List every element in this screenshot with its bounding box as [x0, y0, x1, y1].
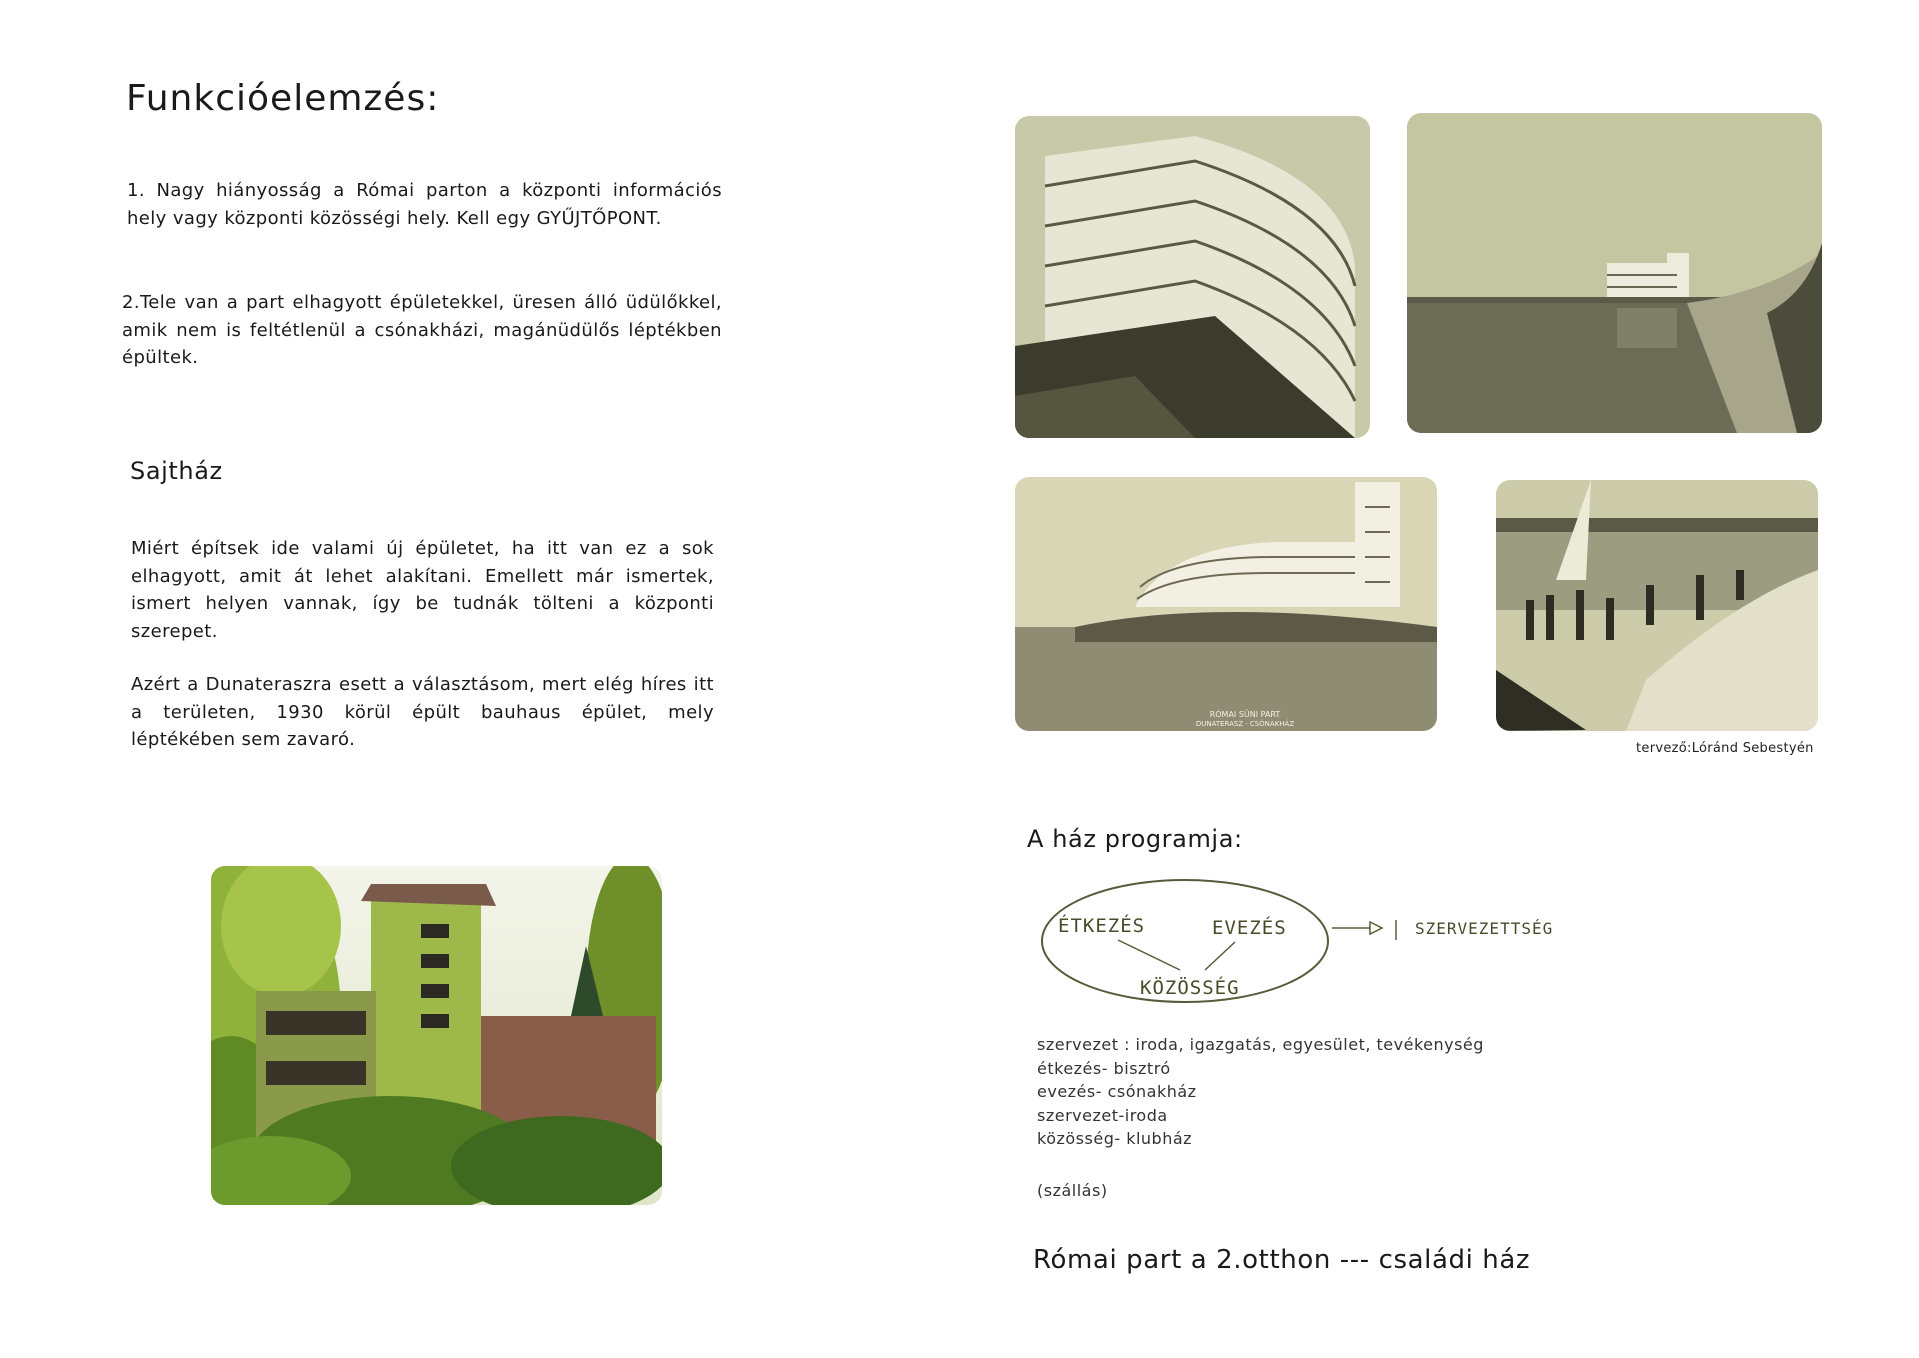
program-sketch-diagram: [1040, 862, 1600, 1012]
riverside-view-photo: [1407, 113, 1822, 433]
list-item: közösség- klubház: [1037, 1129, 1193, 1148]
footer-statement: Római part a 2.otthon --- családi ház: [1033, 1245, 1531, 1275]
paragraph-1: 1. Nagy hiányosság a Római parton a központi információs hely vagy központi közösségi hely. Kell egy GYŰJTŐPONT.: [127, 180, 722, 229]
list-item: szervezet-iroda: [1037, 1105, 1168, 1125]
postcard-photo: [1015, 477, 1437, 731]
sketch-word-etkezes: ÉTKEZÉS: [1058, 915, 1146, 937]
sketch-word-szervezettseg: SZERVEZETTSÉG: [1415, 919, 1554, 938]
sketch-link-left: [1118, 940, 1180, 970]
sketch-arrow-head: [1370, 922, 1382, 934]
beach-sailboat-photo: [1496, 480, 1818, 731]
paragraph-2: 2.Tele van a part elhagyott épületekkel, üresen álló üdülőkkel, amik nem is feltétlenül a csónakházi, magánüdülős léptékben épültek.: [122, 292, 722, 368]
photo-credit-caption: tervező:Lóránd Sebestyén: [1636, 741, 1814, 756]
dunaterasz-building-photo: [1015, 116, 1370, 438]
paragraph-3: Miért építsek ide valami új épületet, ha itt van ez a sok elhagyott, amit át lehet alakítani. Emellett már ismertek, ismert helyen vannak, így be tudnák tölteni a központi szerepet.: [131, 538, 714, 642]
postcard-label-line1: RÓMAI SÜNI PART: [1209, 710, 1281, 719]
list-item: étkezés- bisztró: [1037, 1058, 1171, 1078]
list-item: evezés- csónakház: [1037, 1082, 1197, 1101]
program-list: [1037, 1033, 1484, 1151]
program-title: A ház programja:: [1027, 825, 1243, 853]
paragraph-4: Azért a Dunateraszra esett a választásom, mert elég híres itt a területen, 1930 körül épült bauhaus épület, mely léptékében sem zavaró.: [131, 674, 714, 750]
sketch-word-evezes: EVEZÉS: [1212, 917, 1287, 939]
postcard-label-line2: DUNATERASZ · CSÓNAKHÁZ: [1195, 720, 1295, 728]
sketch-word-kozosseg: KÖZÖSSÉG: [1140, 977, 1240, 999]
section-subtitle: Sajtház: [130, 457, 223, 485]
page-title: Funkcióelemzés:: [126, 78, 440, 119]
list-item: szervezet : iroda, igazgatás, egyesület, tevékenység: [1037, 1035, 1484, 1054]
ruined-building-photo: [211, 866, 662, 1205]
program-note: (szállás): [1037, 1181, 1108, 1200]
sketch-link-right: [1205, 942, 1235, 970]
